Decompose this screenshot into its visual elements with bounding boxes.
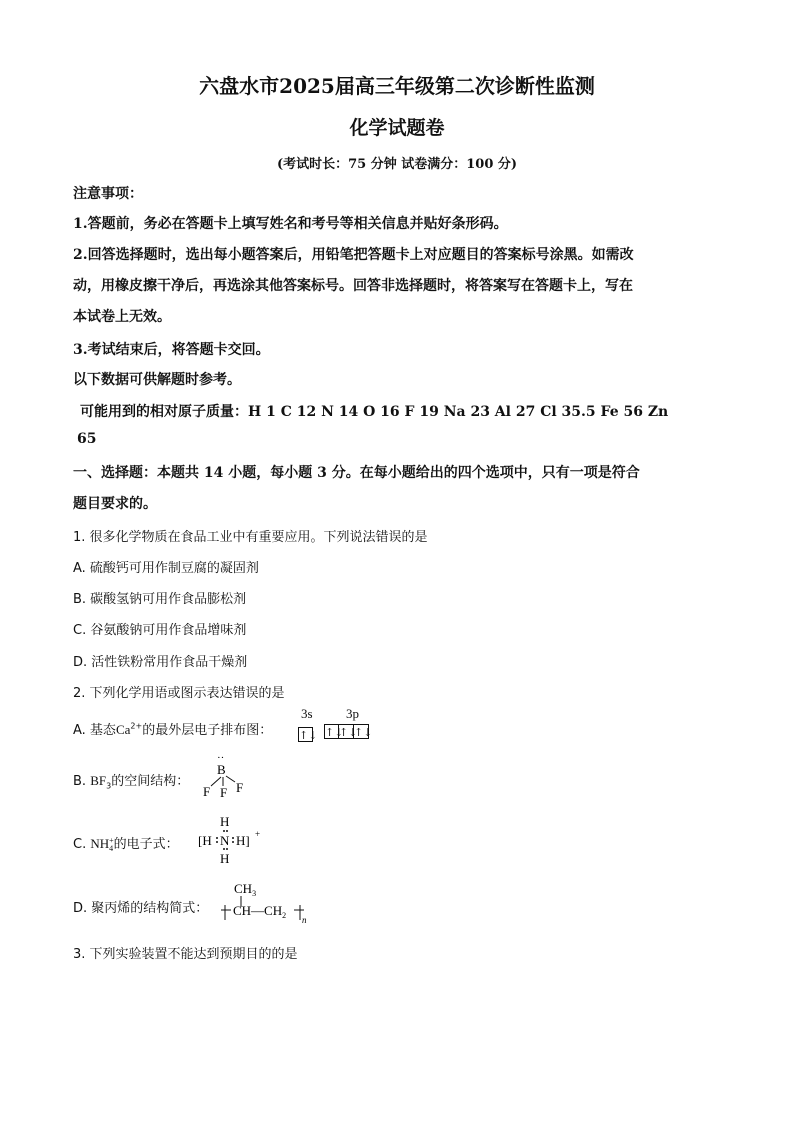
atomic-masses-line1: 可能用到的相对原子质量：H 1 C 12 N 14 O 16 F 19 Na 23 Al 27 Cl 35.5 Fe 56 Zn (80, 404, 669, 420)
q2-option-a (73, 719, 272, 738)
nh4-dot (226, 848, 228, 850)
page-title: 六盘水市2025届高三年级第二次诊断性监测 (199, 74, 595, 98)
orbital-box-3p-2: ↑↓ (339, 726, 358, 739)
orbital-box-3p-1: ↑↓ (325, 726, 344, 739)
bf3-structure-diagram (198, 752, 254, 798)
q2-a-ion: Ca (115, 722, 131, 737)
section1-heading-line2: 题目要求的。 (73, 496, 157, 512)
note-3: 3.考试结束后，将答题卡交回。 (73, 342, 270, 358)
nh4-h-right: H] (236, 833, 250, 848)
pp-ch3: $CH_3$ (234, 881, 257, 898)
q1-option-a: A. 硫酸钙可用作制豆腐的凝固剂 (73, 561, 259, 576)
q1-option-d: D. 活性铁粉常用作食品干燥剂 (73, 655, 248, 670)
orbital-box-3s: ↑↓ (299, 729, 318, 742)
nh4-dot (216, 837, 218, 839)
nh4-dot (232, 837, 234, 839)
bf3-atom-f2: F (220, 785, 228, 798)
nh4-h-bottom: H (220, 851, 230, 866)
bf3-bond-3 (226, 776, 235, 782)
note-2-line1: 2.回答选择题时，选出每小题答案后，用铅笔把答题卡上对应题目的答案标号涂黑。如需改 (73, 247, 634, 263)
q2-c-sup: + (109, 835, 114, 845)
q1-option-c: C. 谷氨酸钠可用作食品增味剂 (73, 623, 247, 638)
q2-c-suffix: 的电子式： (113, 837, 179, 852)
section1-heading-line1: 一、选择题：本题共 14 小题，每小题 3 分。在每小题给出的四个选项中，只有一项是符合 (73, 465, 640, 481)
bf3-atom-f1: F (203, 784, 211, 798)
nh4-dot (223, 848, 225, 850)
q2-b-prefix: B. (73, 774, 91, 789)
nh4-charge: + (255, 829, 261, 839)
q3-stem: 3. 下列实验装置不能达到预期目的的是 (73, 947, 298, 962)
orbital-label-3p: 3p (346, 706, 359, 721)
nh4-dot (226, 830, 228, 832)
polypropylene-structure (218, 880, 318, 928)
orbital-3s-group (298, 724, 318, 743)
q2-a-prefix: A. 基态 (73, 723, 116, 738)
exam-meta: (考试时长：75 分钟 试卷满分：100 分) (276, 157, 518, 172)
nh4-dot (223, 830, 225, 832)
note-2-line3: 本试卷上无效。 (73, 309, 171, 325)
nh4-electron-formula (196, 812, 268, 868)
nh4-dot (216, 841, 218, 843)
nh4-h-top: H (220, 814, 230, 829)
pp-chain: $CH—CH_2$ (233, 903, 287, 920)
q2-c-prefix: C. (73, 837, 91, 852)
nh4-n: N (220, 833, 230, 848)
q2-option-b (73, 770, 189, 791)
q2-a-suffix: 的最外层电子排布图： (142, 723, 273, 738)
q2-c-formula: NH (90, 836, 110, 851)
q2-a-charge: 2+ (130, 721, 143, 731)
note-1: 1.答题前，务必在答题卡上填写姓名和考号等相关信息并贴好条形码。 (73, 216, 508, 232)
pp-n: n (302, 915, 307, 925)
nh4-h-left: [H (198, 833, 212, 848)
orbital-label-3s: 3s (301, 706, 313, 721)
q1-option-b: B. 碳酸氢钠可用作食品膨松剂 (73, 592, 247, 607)
nh4-dot (232, 841, 234, 843)
bf3-lone-pair: ·· (217, 752, 225, 764)
data-reference: 以下数据可供解题时参考。 (73, 372, 241, 388)
notes-heading: 注意事项： (73, 186, 143, 202)
q2-b-formula: BF (90, 773, 107, 788)
orbital-3p-group (324, 724, 373, 739)
q2-option-c (73, 833, 179, 853)
note-2-line2: 动，用橡皮擦干净后，再选涂其他答案标号。回答非选择题时，将答案写在答题卡上，写在 (73, 278, 633, 294)
q2-stem: 2. 下列化学用语或图示表达错误的是 (73, 686, 285, 701)
bf3-atom-f3: F (236, 780, 244, 795)
q2-b-sub: 3 (106, 781, 112, 791)
q2-option-d: D. 聚丙烯的结构简式： (73, 901, 209, 916)
q2-c-sub: 4 (109, 843, 114, 853)
q1-stem: 1. 很多化学物质在食品工业中有重要应用。下列说法错误的是 (73, 530, 428, 545)
bf3-atom-b: B (217, 762, 226, 777)
atomic-masses-line2: 65 (77, 431, 97, 447)
q2-b-suffix: 的空间结构： (111, 774, 190, 789)
page-subtitle: 化学试题卷 (349, 117, 445, 139)
orbital-box-3p-3: ↑↓ (354, 726, 373, 739)
